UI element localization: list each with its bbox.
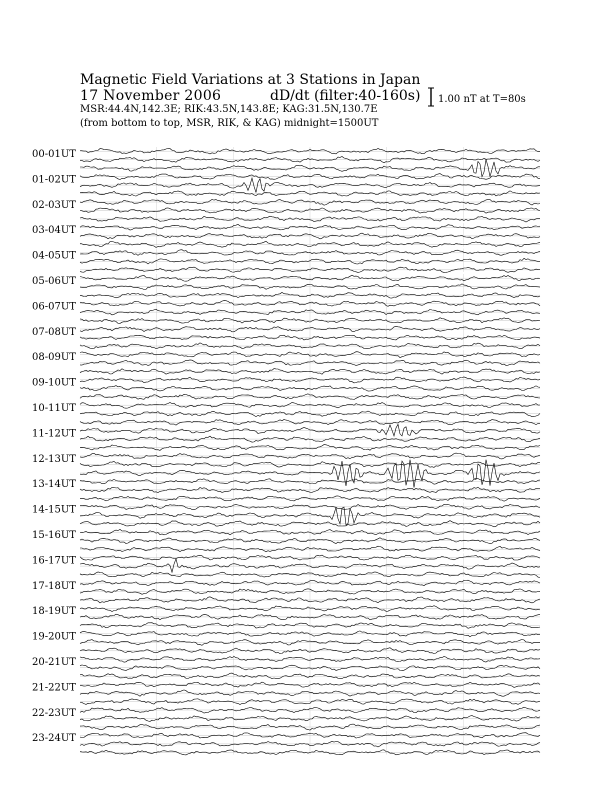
row-label: 00-01UT (32, 149, 76, 160)
measurement-label: dD/dt (filter:40-160s) (270, 88, 421, 104)
chart-title: Magnetic Field Variations at 3 Stations in Japan (80, 72, 421, 88)
row-label: 13-14UT (32, 479, 76, 491)
row-label: 09-10UT (32, 377, 76, 389)
row-label: 15-16UT (32, 530, 76, 541)
row-label: 06-07UT (32, 301, 76, 313)
row-label: 21-22UT (32, 682, 76, 694)
scale-bar (428, 88, 434, 106)
row-label: 18-19UT (32, 606, 76, 618)
row-label: 14-15UT (32, 504, 76, 516)
order-note: (from bottom to top, MSR, RIK, & KAG) midnight=1500UT (80, 118, 379, 129)
row-label: 19-20UT (32, 631, 76, 643)
scale-bar-label: 1.00 nT at T=80s (438, 94, 526, 105)
stations-label: MSR:44.4N,142.3E; RIK:43.5N,143.8E; KAG:31.5N,130.7E (80, 104, 378, 115)
row-label: 11-12UT (32, 428, 76, 440)
row-label: 16-17UT (32, 555, 76, 567)
row-label: 03-04UT (32, 225, 76, 237)
row-label: 08-09UT (32, 352, 76, 364)
row-label: 22-23UT (32, 707, 76, 719)
date-label: 17 November 2006 (80, 88, 222, 104)
row-label: 02-03UT (32, 199, 76, 211)
row-label: 07-08UT (32, 326, 76, 338)
row-label: 05-06UT (32, 276, 76, 287)
row-label: 10-11UT (32, 403, 76, 414)
row-label: 01-02UT (32, 174, 76, 186)
row-label: 12-13UT (32, 453, 76, 465)
row-label: 20-21UT (32, 657, 76, 668)
row-label: 17-18UT (32, 580, 76, 592)
row-labels (32, 149, 76, 744)
row-label: 04-05UT (32, 250, 76, 262)
row-label: 23-24UT (32, 733, 76, 745)
